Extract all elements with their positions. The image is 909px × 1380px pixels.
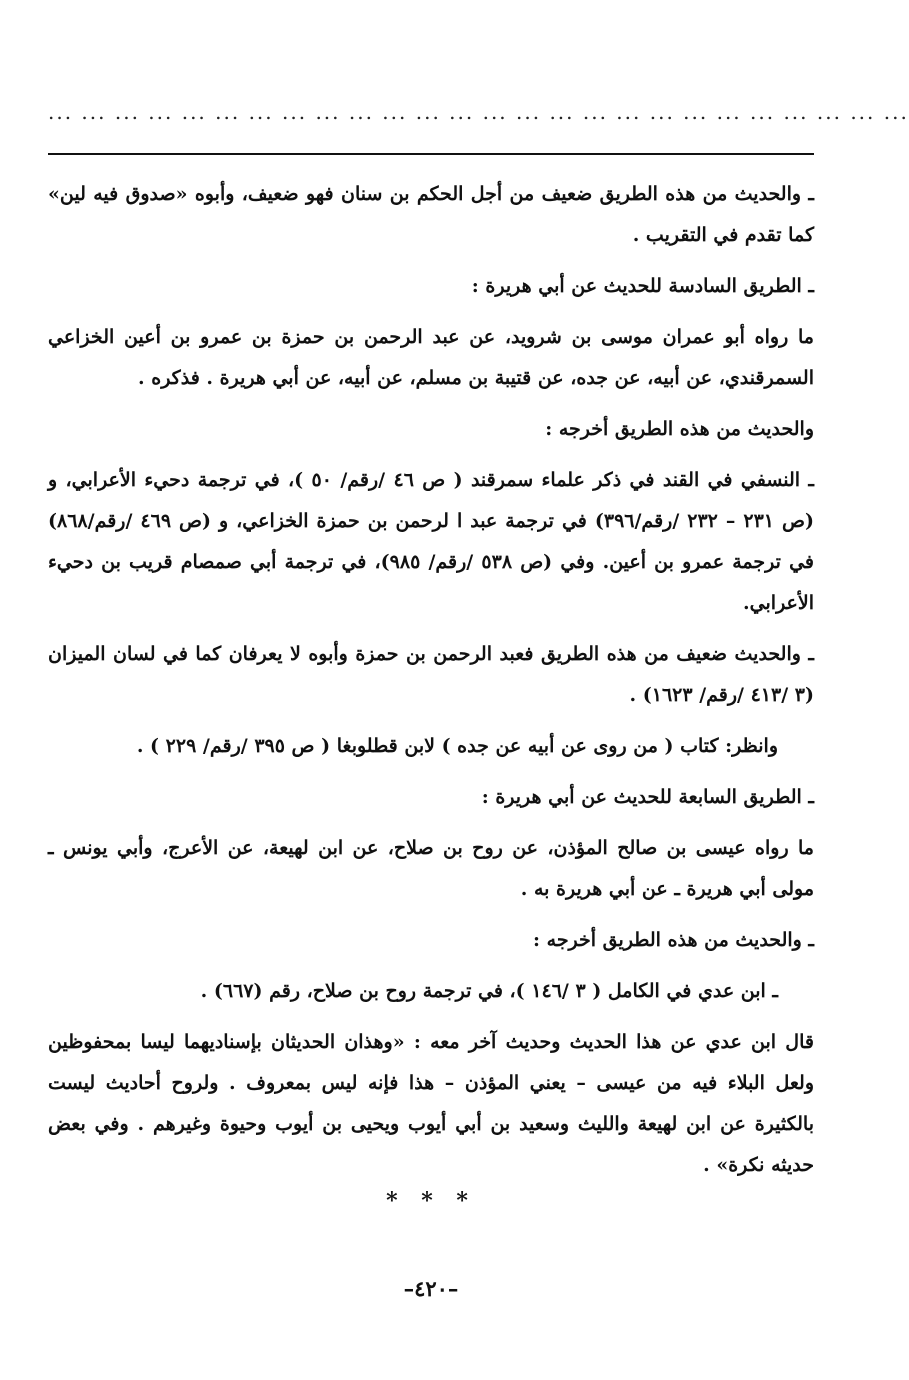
section-divider-stars: * * *: [386, 1188, 476, 1214]
paragraph-3: ما رواه أبو عمران موسى بن شرويد، عن عبد الرحمن بن حمزة بن عمرو بن أعين الخزاعي السمرقندي، عن أبيه، عن جده، عن قتيبة بن مسلم، عن أبيه، عن أبي هريرة . فذكره .: [48, 326, 814, 389]
paragraph-10: ـ والحديث من هذه الطريق أخرجه :: [533, 929, 814, 951]
header-rule: [48, 153, 814, 155]
paragraph-5: ـ النسفي في القند في ذكر علماء سمرقند ( ص ٤٦ /رقم/ ٥٠ )، في ترجمة دحيء الأعرابي، و (ص ٢٣١ – ٢٣٢ /رقم/٣٩٦) في ترجمة عبد ا لرحمن بن حمزة الخزاعي، و (ص ٤٦٩ /رقم/٨٦٨) في ترجمة عمرو بن أعين. وفي (ص ٥٣٨ /رقم/ ٩٨٥)، في ترجمة أبي صمصام قريب بن دحيء الأعرابي.: [48, 469, 814, 614]
paragraph-11: ـ ابن عدي في الكامل ( ٣ /١٤٦ )، في ترجمة روح بن صلاح، رقم (٦٦٧) .: [200, 980, 778, 1002]
header-dotted-line: ... ... ... ... ... ... ... ... ... ... ... ... ... ... ... ... ... ... ... ... ... ... ... ... ... ...: [48, 100, 909, 124]
paragraph-9: ما رواه عيسى بن صالح المؤذن، عن روح بن صلاح، عن ابن لهيعة، عن الأعرج، وأبي يونس ـ مولى أبي هريرة ـ عن أبي هريرة به .: [48, 837, 814, 900]
page-body: [48, 174, 814, 1196]
section-heading-7: ـ الطريق السابعة للحديث عن أبي هريرة :: [481, 786, 814, 808]
paragraph-6: ـ والحديث ضعيف من هذه الطريق فعبد الرحمن بن حمزة وأبوه لا يعرفان كما في لسان الميزان (٣ /٤١٣ /رقم/ ١٦٢٣) .: [48, 643, 814, 706]
paragraph-1: ـ والحديث من هذه الطريق ضعيف من أجل الحكم بن سنان فهو ضعيف، وأبوه «صدوق فيه لين» كما تقدم في التقريب .: [48, 183, 814, 246]
page-number: –٤٢٠–: [403, 1276, 459, 1301]
section-heading-6: ـ الطريق السادسة للحديث عن أبي هريرة :: [471, 275, 814, 297]
paragraph-7: وانظر: كتاب ( من روى عن أبيه عن جده ) لابن قطلوبغا ( ص ٣٩٥ /رقم/ ٢٢٩ ) .: [136, 735, 778, 757]
paragraph-4: والحديث من هذه الطريق أخرجه :: [545, 418, 814, 440]
paragraph-12: قال ابن عدي عن هذا الحديث وحديث آخر معه : «وهذان الحديثان بإسناديهما ليسا بمحفوظين ولعل البلاء فيه من عيسى – يعني المؤذن – هذا فإنه ليس بمعروف . ولروح أحاديث ليست بالكثيرة عن ابن لهيعة والليث وسعيد بن أبي أيوب ويحيى بن أيوب وحيوة وغيرهم . وفي بعض حديثه نكرة» .: [48, 1031, 814, 1176]
